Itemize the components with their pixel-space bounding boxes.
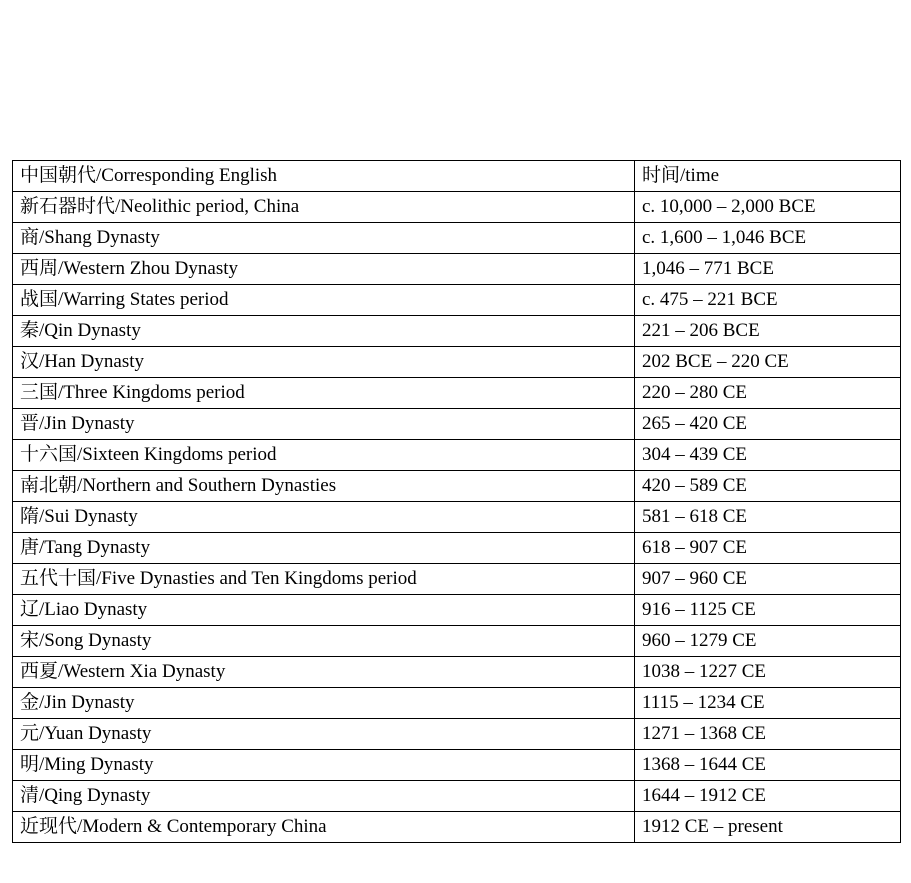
table-header-row xyxy=(13,161,901,192)
table-row xyxy=(13,626,901,657)
table-row xyxy=(13,316,901,347)
dynasty-cell: 近现代/Modern & Contemporary China xyxy=(13,812,635,843)
dynasty-cell: 元/Yuan Dynasty xyxy=(13,719,635,750)
dynasty-table-container xyxy=(12,160,900,843)
table-row xyxy=(13,781,901,812)
dynasty-cell: 唐/Tang Dynasty xyxy=(13,533,635,564)
dynasty-cell: 西夏/Western Xia Dynasty xyxy=(13,657,635,688)
dynasty-cell: 五代十国/Five Dynasties and Ten Kingdoms period xyxy=(13,564,635,595)
dynasty-cell: 宋/Song Dynasty xyxy=(13,626,635,657)
time-cell: 1038 – 1227 CE xyxy=(635,657,901,688)
time-cell: 1115 – 1234 CE xyxy=(635,688,901,719)
time-cell: 1271 – 1368 CE xyxy=(635,719,901,750)
time-cell: 1912 CE – present xyxy=(635,812,901,843)
table-row xyxy=(13,595,901,626)
table-row xyxy=(13,564,901,595)
dynasty-cell: 南北朝/Northern and Southern Dynasties xyxy=(13,471,635,502)
dynasty-cell: 明/Ming Dynasty xyxy=(13,750,635,781)
dynasty-cell: 三国/Three Kingdoms period xyxy=(13,378,635,409)
time-cell: 304 – 439 CE xyxy=(635,440,901,471)
dynasty-cell: 秦/Qin Dynasty xyxy=(13,316,635,347)
table-row xyxy=(13,812,901,843)
time-cell: 265 – 420 CE xyxy=(635,409,901,440)
dynasty-cell: 金/Jin Dynasty xyxy=(13,688,635,719)
table-row xyxy=(13,533,901,564)
table-row xyxy=(13,254,901,285)
table-row xyxy=(13,471,901,502)
time-cell: 960 – 1279 CE xyxy=(635,626,901,657)
time-cell: 916 – 1125 CE xyxy=(635,595,901,626)
time-cell: 581 – 618 CE xyxy=(635,502,901,533)
dynasty-cell: 十六国/Sixteen Kingdoms period xyxy=(13,440,635,471)
dynasty-cell: 清/Qing Dynasty xyxy=(13,781,635,812)
dynasty-cell: 汉/Han Dynasty xyxy=(13,347,635,378)
time-cell: 420 – 589 CE xyxy=(635,471,901,502)
table-row xyxy=(13,378,901,409)
time-cell: c. 475 – 221 BCE xyxy=(635,285,901,316)
time-cell: 618 – 907 CE xyxy=(635,533,901,564)
dynasty-cell: 西周/Western Zhou Dynasty xyxy=(13,254,635,285)
dynasty-cell: 辽/Liao Dynasty xyxy=(13,595,635,626)
dynasty-cell: 晋/Jin Dynasty xyxy=(13,409,635,440)
table-row xyxy=(13,192,901,223)
table-row xyxy=(13,657,901,688)
time-cell: 1368 – 1644 CE xyxy=(635,750,901,781)
dynasty-cell: 战国/Warring States period xyxy=(13,285,635,316)
table-row xyxy=(13,688,901,719)
time-cell: 1,046 – 771 BCE xyxy=(635,254,901,285)
time-cell: 202 BCE – 220 CE xyxy=(635,347,901,378)
header-dynasty: 中国朝代/Corresponding English xyxy=(13,161,635,192)
dynasty-cell: 隋/Sui Dynasty xyxy=(13,502,635,533)
time-cell: 220 – 280 CE xyxy=(635,378,901,409)
dynasty-table xyxy=(12,160,901,843)
time-cell: 907 – 960 CE xyxy=(635,564,901,595)
table-row xyxy=(13,502,901,533)
table-row xyxy=(13,440,901,471)
table-row xyxy=(13,409,901,440)
time-cell: c. 10,000 – 2,000 BCE xyxy=(635,192,901,223)
dynasty-cell: 商/Shang Dynasty xyxy=(13,223,635,254)
table-row xyxy=(13,223,901,254)
header-time: 时间/time xyxy=(635,161,901,192)
time-cell: 221 – 206 BCE xyxy=(635,316,901,347)
table-row xyxy=(13,719,901,750)
table-row xyxy=(13,285,901,316)
time-cell: c. 1,600 – 1,046 BCE xyxy=(635,223,901,254)
time-cell: 1644 – 1912 CE xyxy=(635,781,901,812)
table-row xyxy=(13,750,901,781)
table-row xyxy=(13,347,901,378)
dynasty-cell: 新石器时代/Neolithic period, China xyxy=(13,192,635,223)
